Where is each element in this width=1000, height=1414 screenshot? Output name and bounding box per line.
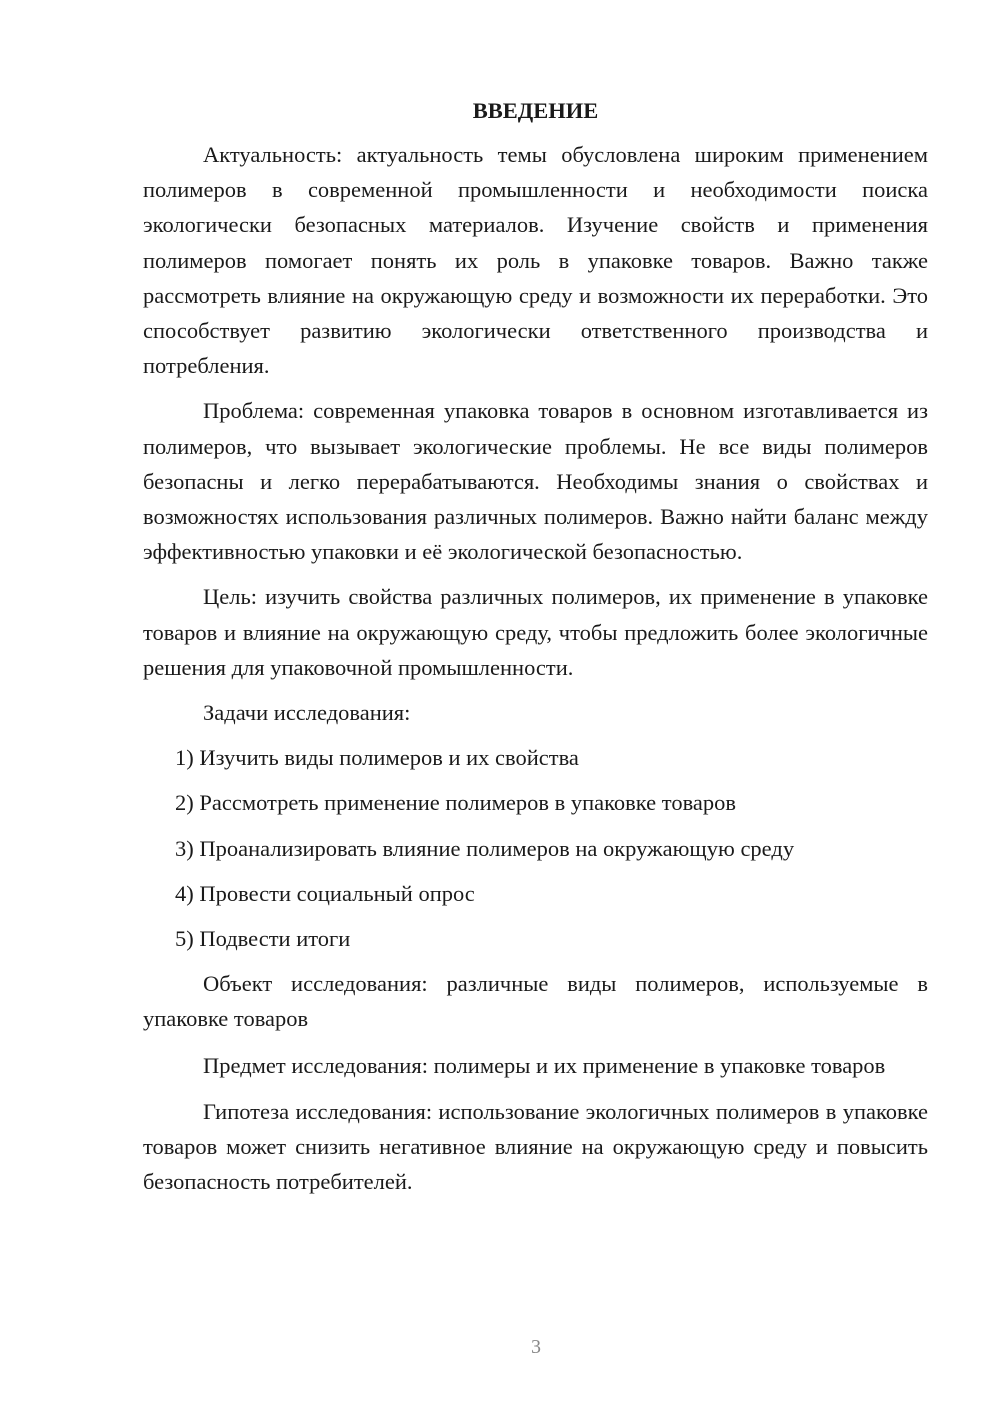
paragraph-problem: Проблема: современная упаковка товаров в основном изготавливается из полимеров, что вызывает экологические проблемы. Не все виды полимеров безопасны и легко перерабатываются. Необходимы знания о свойствах и возможностях использования различных полимеров. Важно найти баланс между эффективностью упаковки и её экологической безопасностью. bbox=[143, 398, 928, 565]
paragraph-relevance: Актуальность: актуальность темы обусловлена широким применением полимеров в современной промышленности и необходимости поиска экологически безопасных материалов. Изучение свойств и применения полимеров помогает понять их роль в упаковке товаров. Важно также рассмотреть влияние на окружающую среду и возможности их переработки. Это способствует развитию экологически ответственного производства и потребления. bbox=[143, 142, 928, 379]
tasks-list bbox=[143, 740, 928, 956]
list-item: 5) Подвести итоги bbox=[175, 926, 351, 952]
paragraph-hypothesis: Гипотеза исследования: использование экологичных полимеров в упаковке товаров может снизить негативное влияние на окружающую среду и повысить безопасность потребителей. bbox=[143, 1098, 928, 1195]
page-number: 3 bbox=[531, 1336, 541, 1358]
list-item: 1) Изучить виды полимеров и их свойства bbox=[175, 745, 579, 771]
paragraph-subject: Предмет исследования: полимеры и их применение в упаковке товаров bbox=[203, 1052, 886, 1078]
list-item: 3) Проанализировать влияние полимеров на окружающую среду bbox=[175, 835, 795, 861]
page-content bbox=[143, 95, 928, 1199]
page-title: ВВЕДЕНИЕ bbox=[472, 98, 599, 123]
paragraph-goal: Цель: изучить свойства различных полимеров, их применение в упаковке товаров и влияние на окружающую среду, чтобы предложить более экологичные решения для упаковочной промышленности. bbox=[143, 584, 928, 680]
tasks-heading: Задачи исследования: bbox=[203, 700, 411, 726]
list-item: 2) Рассмотреть применение полимеров в упаковке товаров bbox=[175, 790, 737, 816]
paragraph-object: Объект исследования: различные виды полимеров, используемые в упаковке товаров bbox=[143, 971, 928, 1032]
list-item: 4) Провести социальный опрос bbox=[175, 880, 475, 906]
